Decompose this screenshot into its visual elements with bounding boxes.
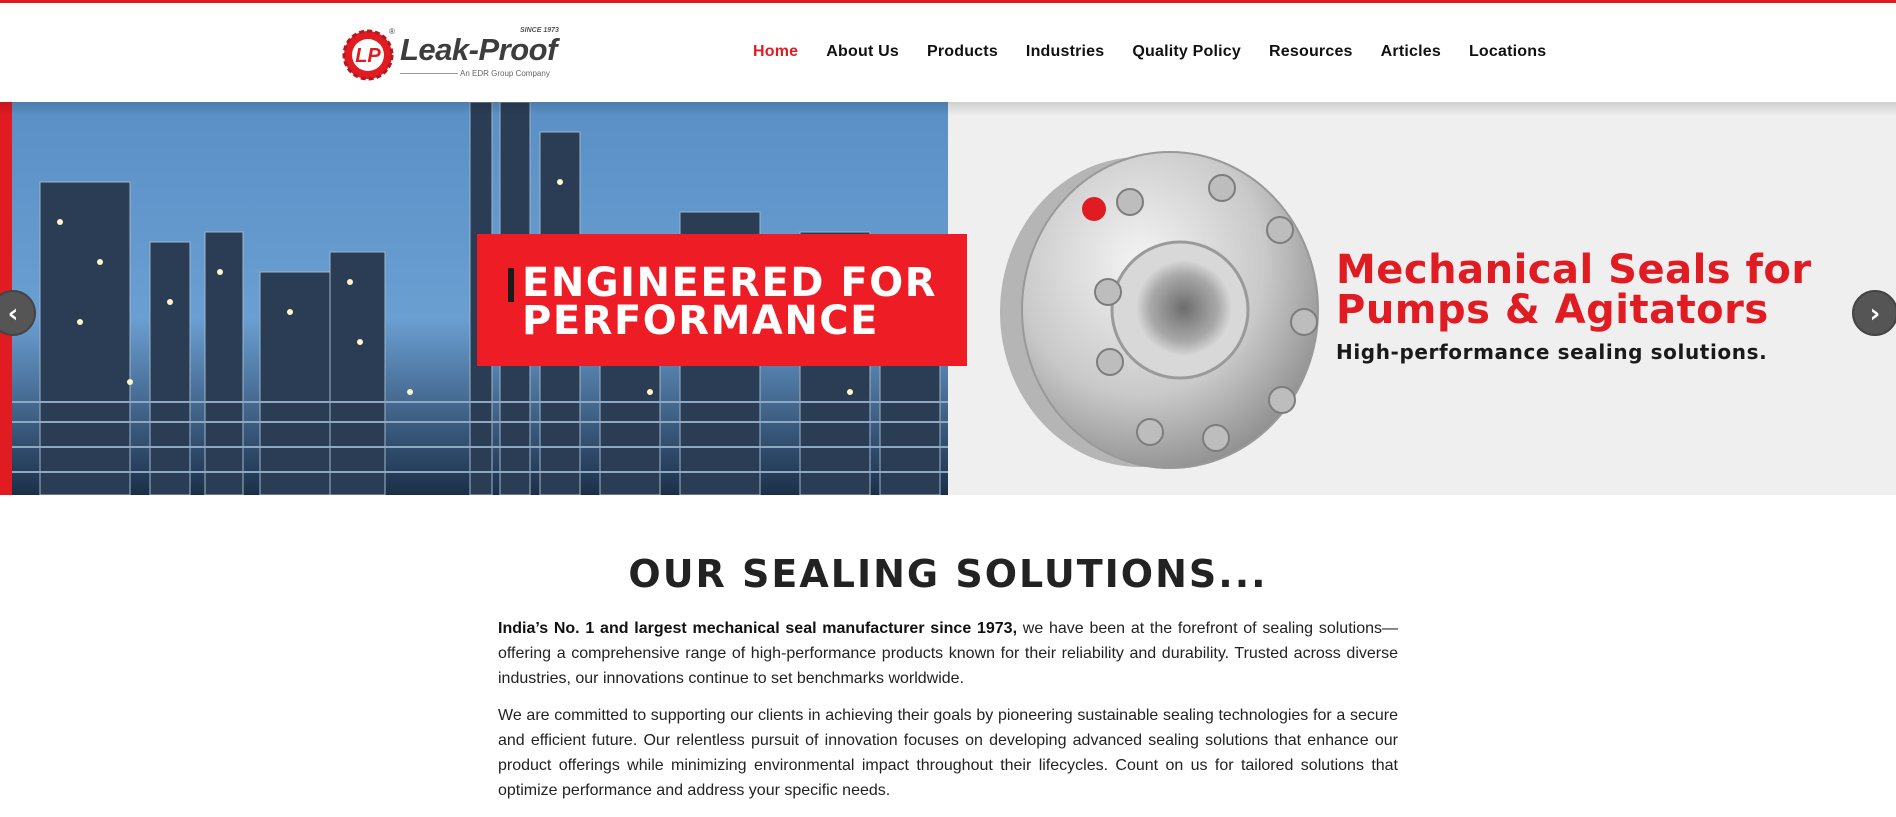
chevron-left-icon: ‹ [7,299,19,329]
headline-line-2: Pumps & Agitators [1336,287,1769,333]
nav-products[interactable]: Products [926,43,998,60]
logo-rule [400,73,458,74]
nav-home[interactable]: Home [753,43,799,60]
slider-next-button[interactable] [1852,290,1896,336]
nav-resources[interactable]: Resources [1269,43,1353,60]
hero-slider [0,102,1896,495]
hero-banner-text [522,260,962,344]
registered-mark: ® [389,27,395,36]
hero-tagline: High-performance sealing solutions. [1336,340,1768,364]
section-title: OUR SEALING SOLUTIONS... [628,552,1268,596]
intro-paragraph-1-text: we have been at the forefront of sealing solutions—offering a comprehensive range of high-performance products known for their reliability and durability. Trusted across diverse industries, our innovations continue to set benchmarks worldwide. [498,620,1398,687]
logo-wordmark: Leak-Proof [400,32,557,67]
banner-cursor-bar [508,268,514,302]
leak-proof-logo-icon [342,29,394,81]
logo-tagline: An EDR Group Company [460,69,550,78]
svg-text:LP: LP [355,45,381,67]
intro-paragraph-2: We are committed to supporting our clients in achieving their goals by pioneering sustainable sealing technologies for a secure and efficient future. Our relentless pursuit of innovation focuses on developing advanced sealing solutions that enhance our product offerings while minimizing environmental impact throughout their lifecycles. Count on us for tailored solutions that optimize performance and address your specific needs. [498,707,1398,799]
banner-line-2: PERFORMANCE [522,298,879,344]
hero-headline [1336,247,1856,333]
nav-locations[interactable]: Locations [1468,43,1547,60]
nav-quality-policy[interactable]: Quality Policy [1132,43,1242,60]
nav-industries[interactable]: Industries [1025,43,1105,60]
site-logo[interactable] [342,27,562,81]
main-nav [753,43,1574,67]
intro-highlight: India’s No. 1 and largest mechanical seal manufacturer since 1973, [498,620,1018,637]
nav-articles[interactable]: Articles [1380,43,1441,60]
logo-since: SINCE 1973 [520,27,559,34]
nav-about-us[interactable]: About Us [826,43,899,60]
mechanical-seal-image [990,142,1320,472]
banner-line-1: ENGINEERED FOR [522,260,938,306]
intro-paragraph-1 [498,616,1398,691]
headline-line-1: Mechanical Seals for [1336,247,1812,293]
site-header [0,3,1896,102]
chevron-right-icon: › [1869,299,1881,329]
